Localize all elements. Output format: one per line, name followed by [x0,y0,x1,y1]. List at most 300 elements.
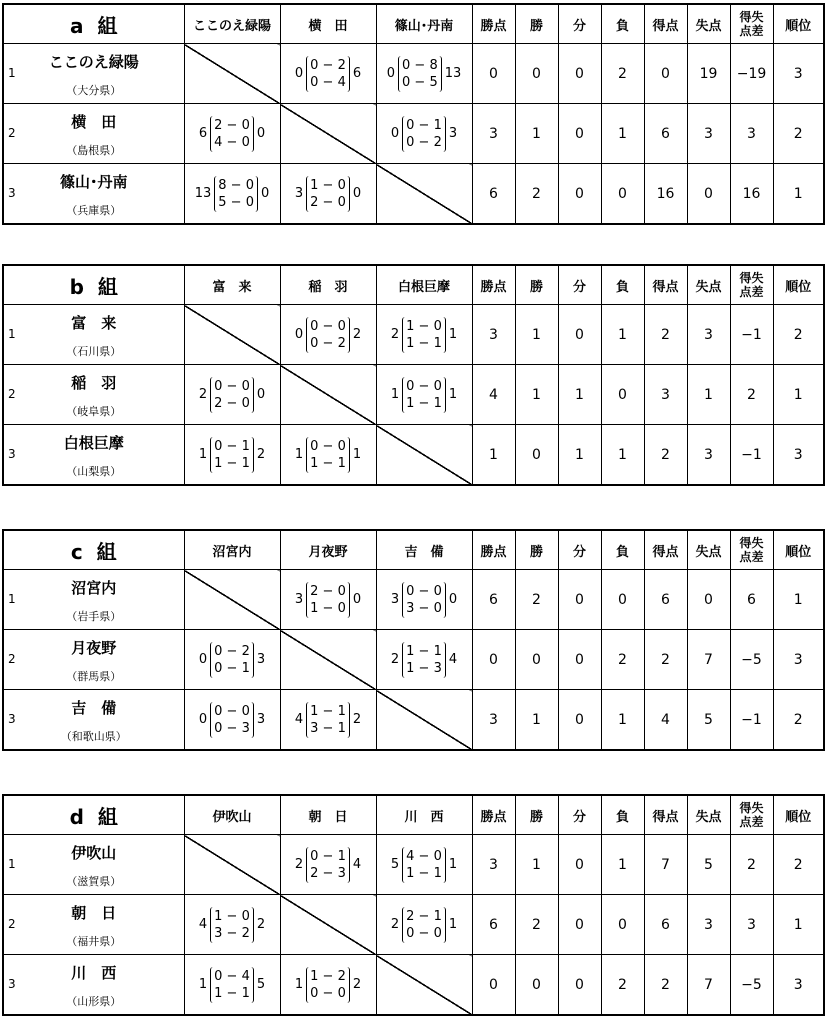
match-score [196,907,268,943]
stat-goal-diff: 3 [730,104,773,164]
match-score [384,56,465,92]
goals-against: 3 [256,712,266,727]
stat-goals-against: 0 [687,570,730,630]
table-row [3,835,824,895]
first-half-score: 4 − 0 [406,848,442,864]
header-goal-diff [730,4,773,44]
team-name: 朝 日 [71,904,117,922]
stat-draws: 0 [558,570,601,630]
stat-goals-against: 19 [687,44,730,104]
match-score [292,176,364,212]
stat-rank: 3 [773,630,824,690]
goals-against: 0 [256,387,266,402]
header-goals-against: 失点 [687,795,730,835]
goals-for: 1 [294,447,304,462]
stat-draws: 0 [558,835,601,895]
match-score [388,116,460,152]
goal-diff-line1: 得失 [739,10,764,24]
stat-rank: 1 [773,570,824,630]
half-scores [210,377,254,413]
stat-points: 0 [472,630,515,690]
team-name: 吉 備 [71,699,117,717]
header-losses: 負 [601,795,644,835]
goals-for: 6 [198,126,208,141]
self-match-cell [280,630,376,690]
half-scores [210,907,254,943]
header-rank: 順位 [773,4,824,44]
stat-draws: 0 [558,895,601,955]
table-row [3,425,824,486]
group-suffix: 組 [96,539,117,564]
goals-for: 1 [294,977,304,992]
team-name: 月夜野 [71,639,117,657]
match-score [196,642,268,678]
stat-draws: 0 [558,305,601,365]
header-goals-for: 得点 [644,795,687,835]
stat-points: 3 [472,835,515,895]
goal-diff-line2: 点差 [739,550,764,564]
team-cell [3,305,184,365]
first-half-score: 0 − 1 [214,438,250,454]
stat-draws: 0 [558,44,601,104]
second-half-score: 1 − 1 [214,985,250,1001]
stat-rank: 1 [773,895,824,955]
stat-losses: 1 [601,425,644,486]
team-prefecture: （福井県） [66,935,122,948]
self-match-cell [376,690,472,751]
match-score [388,907,460,943]
header-draws: 分 [558,795,601,835]
team-number: 3 [8,447,16,461]
column-team-header: 吉 備 [376,530,472,570]
stat-goals-against: 5 [687,835,730,895]
stat-rank: 2 [773,104,824,164]
goals-against: 4 [448,652,458,667]
column-team-header: 朝 日 [280,795,376,835]
stat-goals-for: 6 [644,104,687,164]
goals-for: 0 [386,66,396,81]
team-number: 3 [8,977,16,991]
group-title [3,795,184,835]
first-half-score: 2 − 0 [214,117,250,133]
header-points: 勝点 [472,795,515,835]
goals-for: 3 [294,592,304,607]
first-half-score: 0 − 0 [406,378,442,394]
goals-for: 2 [390,327,400,342]
header-row [3,4,824,44]
goals-against: 1 [448,917,458,932]
stat-points: 6 [472,895,515,955]
stat-losses: 1 [601,835,644,895]
match-score-cell [376,365,472,425]
match-score [292,967,364,1003]
first-half-score: 1 − 0 [214,908,250,924]
goals-for: 3 [294,186,304,201]
goals-against: 2 [352,977,362,992]
table-row [3,630,824,690]
match-score-cell [184,104,280,164]
stat-goal-diff: 3 [730,895,773,955]
stat-goals-for: 2 [644,630,687,690]
goals-for: 13 [194,186,212,201]
goals-for: 1 [198,977,208,992]
self-match-cell [376,955,472,1016]
first-half-score: 1 − 2 [310,968,346,984]
stat-wins: 1 [515,104,558,164]
half-scores [306,56,350,92]
team-number: 1 [8,857,16,871]
first-half-score: 1 − 0 [406,318,442,334]
stat-wins: 2 [515,164,558,225]
match-score-cell [280,570,376,630]
match-score [196,377,268,413]
stat-goal-diff: 6 [730,570,773,630]
half-scores [402,317,446,353]
self-match-cell [184,305,280,365]
column-team-header: 川 西 [376,795,472,835]
stat-points: 6 [472,164,515,225]
match-score-cell [184,690,280,751]
team-name: 富 来 [71,314,117,332]
team-number: 2 [8,652,16,666]
match-score-cell [376,305,472,365]
group-title [3,4,184,44]
header-points: 勝点 [472,530,515,570]
match-score-cell [280,835,376,895]
match-score-cell [280,305,376,365]
first-half-score: 0 − 2 [310,57,346,73]
goals-for: 0 [294,327,304,342]
stat-rank: 2 [773,305,824,365]
column-team-header: 富 来 [184,265,280,305]
match-score [292,582,364,618]
stat-goals-against: 3 [687,305,730,365]
team-prefecture: （兵庫県） [66,204,122,217]
stat-losses: 2 [601,44,644,104]
first-half-score: 0 − 0 [310,318,346,334]
match-score-cell [280,44,376,104]
team-prefecture: （岩手県） [66,610,122,623]
goals-against: 1 [352,447,362,462]
header-row [3,795,824,835]
team-name: ここのえ緑陽 [48,53,139,71]
stat-points: 0 [472,955,515,1016]
match-score [196,702,268,738]
first-half-score: 0 − 1 [406,117,442,133]
team-cell [3,164,184,225]
stat-draws: 0 [558,690,601,751]
team-name: 沼宮内 [71,579,117,597]
second-half-score: 1 − 1 [406,395,442,411]
table-row [3,570,824,630]
stat-wins: 1 [515,305,558,365]
second-half-score: 4 − 0 [214,134,250,150]
first-half-score: 0 − 2 [214,643,250,659]
team-prefecture: （山形県） [66,995,122,1008]
match-score [192,176,273,212]
stat-wins: 0 [515,630,558,690]
header-draws: 分 [558,4,601,44]
team-number: 2 [8,917,16,931]
team-prefecture: （岐阜県） [66,405,122,418]
half-scores [398,56,442,92]
match-score [292,847,364,883]
stat-wins: 0 [515,955,558,1016]
team-name: 川 西 [71,964,117,982]
team-name: 伊吹山 [71,844,117,862]
stat-goals-against: 1 [687,365,730,425]
goals-against: 0 [352,592,362,607]
stat-draws: 0 [558,104,601,164]
stat-goal-diff: 2 [730,835,773,895]
match-score [196,116,268,152]
stat-losses: 0 [601,365,644,425]
team-name: 稲 羽 [71,374,117,392]
header-losses: 負 [601,265,644,305]
stat-draws: 0 [558,630,601,690]
group-letter: d [69,804,84,829]
first-half-score: 8 − 0 [218,177,254,193]
second-half-score: 1 − 1 [406,865,442,881]
stat-goal-diff: 16 [730,164,773,225]
second-half-score: 5 − 0 [218,194,254,210]
goals-for: 3 [390,592,400,607]
second-half-score: 3 − 2 [214,925,250,941]
first-half-score: 0 − 1 [310,848,346,864]
goals-against: 2 [352,327,362,342]
self-match-cell [376,164,472,225]
match-score [196,437,268,473]
half-scores [210,702,254,738]
first-half-score: 1 − 1 [310,703,346,719]
goals-against: 0 [256,126,266,141]
stat-losses: 2 [601,630,644,690]
match-score [292,437,364,473]
first-half-score: 0 − 0 [214,703,250,719]
second-half-score: 2 − 3 [310,865,346,881]
second-half-score: 1 − 0 [310,600,346,616]
goals-against: 6 [352,66,362,81]
half-scores [306,437,350,473]
team-name: 篠山･丹南 [59,173,128,191]
half-scores [306,317,350,353]
header-wins: 勝 [515,795,558,835]
goals-for: 0 [198,652,208,667]
stat-wins: 2 [515,895,558,955]
group-letter: c [70,539,83,564]
half-scores [402,116,446,152]
team-cell [3,955,184,1016]
stat-losses: 2 [601,955,644,1016]
stat-wins: 1 [515,835,558,895]
header-wins: 勝 [515,4,558,44]
match-score-cell [184,425,280,486]
self-match-cell [280,104,376,164]
self-match-cell [280,365,376,425]
match-score-cell [184,895,280,955]
second-half-score: 1 − 1 [214,455,250,471]
goals-for: 0 [390,126,400,141]
group-suffix: 組 [97,274,118,299]
self-match-cell [376,425,472,486]
match-score-cell [376,570,472,630]
second-half-score: 1 − 3 [406,660,442,676]
match-score-cell [184,365,280,425]
group-suffix: 組 [97,13,118,38]
second-half-score: 1 − 1 [406,335,442,351]
match-score-cell [280,690,376,751]
stat-goals-for: 4 [644,690,687,751]
goals-against: 0 [352,186,362,201]
first-half-score: 0 − 4 [214,968,250,984]
goal-diff-line1: 得失 [739,271,764,285]
stat-goals-for: 2 [644,305,687,365]
header-goals-against: 失点 [687,265,730,305]
table-row [3,164,824,225]
stat-goals-for: 6 [644,895,687,955]
goals-against: 4 [352,857,362,872]
match-score [292,317,364,353]
column-team-header: 白根巨摩 [376,265,472,305]
first-half-score: 0 − 8 [402,57,438,73]
half-scores [306,967,350,1003]
half-scores [210,642,254,678]
stat-wins: 2 [515,570,558,630]
stat-goals-for: 6 [644,570,687,630]
team-prefecture: （群馬県） [66,670,122,683]
team-cell [3,630,184,690]
second-half-score: 0 − 0 [406,925,442,941]
goals-for: 1 [198,447,208,462]
match-score [292,56,364,92]
table-row [3,305,824,365]
stat-rank: 3 [773,44,824,104]
goals-for: 1 [390,387,400,402]
second-half-score: 2 − 0 [214,395,250,411]
table-row [3,955,824,1016]
group-title [3,530,184,570]
goals-against: 1 [448,327,458,342]
stat-draws: 1 [558,425,601,486]
stat-rank: 1 [773,365,824,425]
self-match-cell [184,44,280,104]
match-score [388,582,460,618]
header-goals-against: 失点 [687,4,730,44]
stat-wins: 0 [515,425,558,486]
team-cell [3,570,184,630]
goal-diff-line1: 得失 [739,801,764,815]
stat-goal-diff: −5 [730,630,773,690]
header-points: 勝点 [472,4,515,44]
group-table-d [2,794,825,1016]
half-scores [306,847,350,883]
second-half-score: 0 − 5 [402,74,438,90]
team-number: 1 [8,66,16,80]
header-goals-for: 得点 [644,4,687,44]
header-wins: 勝 [515,265,558,305]
stat-goals-against: 0 [687,164,730,225]
stat-goals-for: 3 [644,365,687,425]
half-scores [306,702,350,738]
stat-losses: 1 [601,104,644,164]
goals-against: 2 [256,917,266,932]
header-points: 勝点 [472,265,515,305]
goals-for: 4 [198,917,208,932]
header-row [3,265,824,305]
stat-goals-for: 2 [644,425,687,486]
team-cell [3,365,184,425]
stat-wins: 1 [515,365,558,425]
group-letter: a [70,13,84,38]
column-team-header: 篠山･丹南 [376,4,472,44]
stat-goals-against: 3 [687,104,730,164]
second-half-score: 0 − 1 [214,660,250,676]
group-table-b [2,264,825,486]
match-score-cell [184,955,280,1016]
goals-against: 5 [256,977,266,992]
match-score [196,967,268,1003]
half-scores [210,967,254,1003]
table-row [3,44,824,104]
stat-losses: 0 [601,895,644,955]
match-score-cell [280,164,376,225]
stat-losses: 0 [601,570,644,630]
goals-against: 2 [352,712,362,727]
stat-goals-against: 3 [687,895,730,955]
stat-rank: 3 [773,955,824,1016]
column-team-header: ここのえ緑陽 [184,4,280,44]
team-prefecture: （大分県） [66,84,122,97]
header-losses: 負 [601,4,644,44]
header-goals-against: 失点 [687,530,730,570]
goals-against: 0 [260,186,270,201]
half-scores [402,907,446,943]
half-scores [214,176,258,212]
team-cell [3,44,184,104]
header-losses: 負 [601,530,644,570]
stat-losses: 0 [601,164,644,225]
stat-draws: 0 [558,164,601,225]
goals-for: 5 [390,857,400,872]
second-half-score: 3 − 1 [310,720,346,736]
goals-for: 0 [198,712,208,727]
header-draws: 分 [558,265,601,305]
stat-wins: 1 [515,690,558,751]
header-goal-diff [730,795,773,835]
team-number: 1 [8,327,16,341]
goals-against: 3 [256,652,266,667]
goals-against: 1 [448,387,458,402]
half-scores [306,582,350,618]
first-half-score: 0 − 0 [310,438,346,454]
goals-for: 2 [198,387,208,402]
team-number: 2 [8,387,16,401]
stat-points: 0 [472,44,515,104]
stat-points: 4 [472,365,515,425]
match-score-cell [184,630,280,690]
stat-goals-for: 7 [644,835,687,895]
goals-for: 2 [390,652,400,667]
match-score-cell [280,425,376,486]
match-score-cell [376,630,472,690]
team-number: 1 [8,592,16,606]
goal-diff-line2: 点差 [739,285,764,299]
match-score [388,847,460,883]
header-rank: 順位 [773,795,824,835]
stat-goals-against: 7 [687,955,730,1016]
header-draws: 分 [558,530,601,570]
half-scores [402,377,446,413]
